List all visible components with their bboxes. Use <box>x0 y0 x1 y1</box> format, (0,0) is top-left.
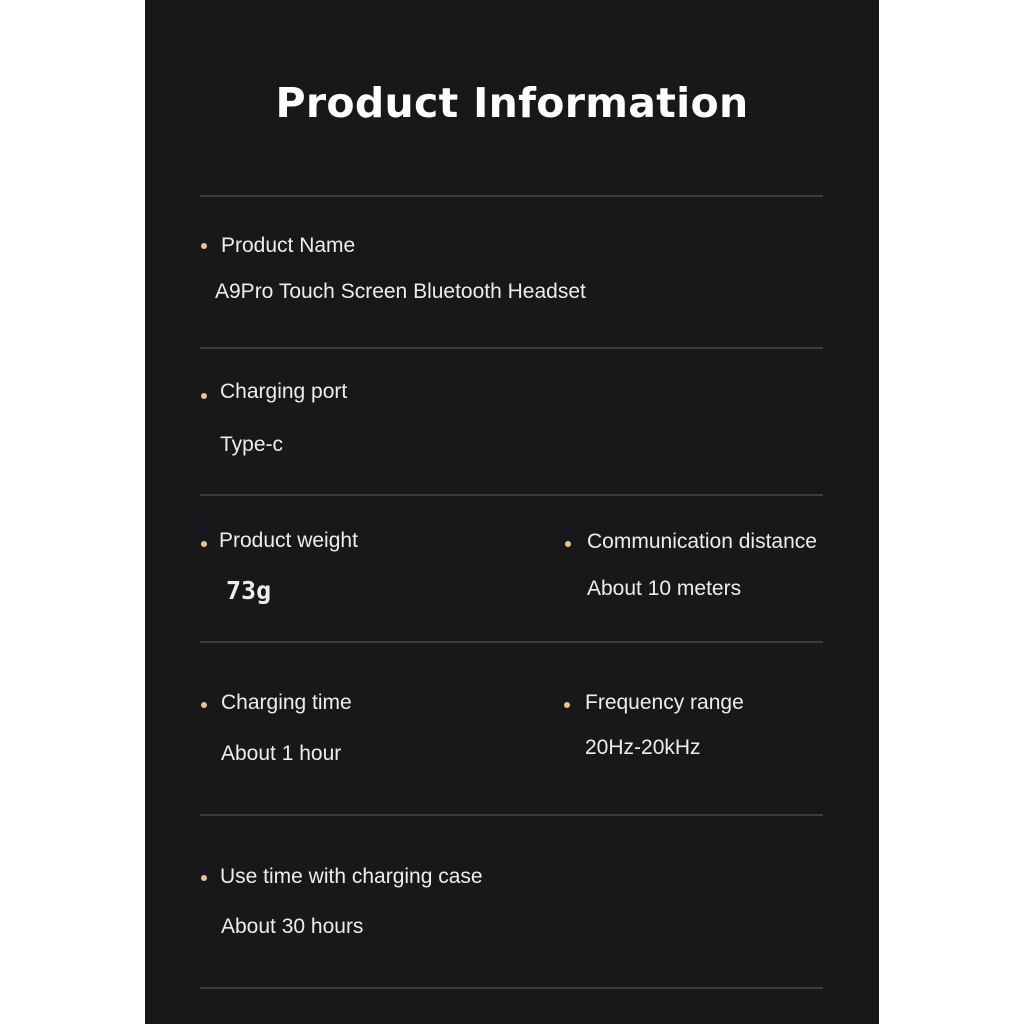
spec-value: About 30 hours <box>221 915 364 938</box>
spec-label: Charging time <box>221 691 352 714</box>
divider <box>200 814 823 816</box>
product-info-panel <box>145 0 879 1024</box>
page-title: Product Information <box>275 79 749 127</box>
bullet-icon <box>201 393 207 399</box>
divider <box>200 347 823 349</box>
divider <box>200 987 823 989</box>
bullet-icon <box>564 702 570 708</box>
spec-value: A9Pro Touch Screen Bluetooth Headset <box>215 280 586 303</box>
spec-label: Product weight <box>219 529 358 552</box>
bullet-icon <box>201 702 207 708</box>
spec-value: About 1 hour <box>221 742 342 765</box>
divider <box>200 494 823 496</box>
spec-label: Use time with charging case <box>220 865 483 888</box>
spec-label: Communication distance <box>587 530 817 553</box>
spec-value: 73g <box>226 576 272 605</box>
spec-label: Frequency range <box>585 691 744 714</box>
bullet-icon <box>201 875 207 881</box>
spec-label: Charging port <box>220 380 348 403</box>
spec-label: Product Name <box>221 234 356 257</box>
divider <box>200 195 823 197</box>
bullet-icon <box>565 541 571 547</box>
divider <box>200 641 823 643</box>
spec-value: Type-c <box>220 433 284 456</box>
spec-value: 20Hz-20kHz <box>585 736 701 759</box>
bullet-icon <box>201 243 207 249</box>
spec-value: About 10 meters <box>587 577 742 600</box>
bullet-icon <box>201 541 207 547</box>
